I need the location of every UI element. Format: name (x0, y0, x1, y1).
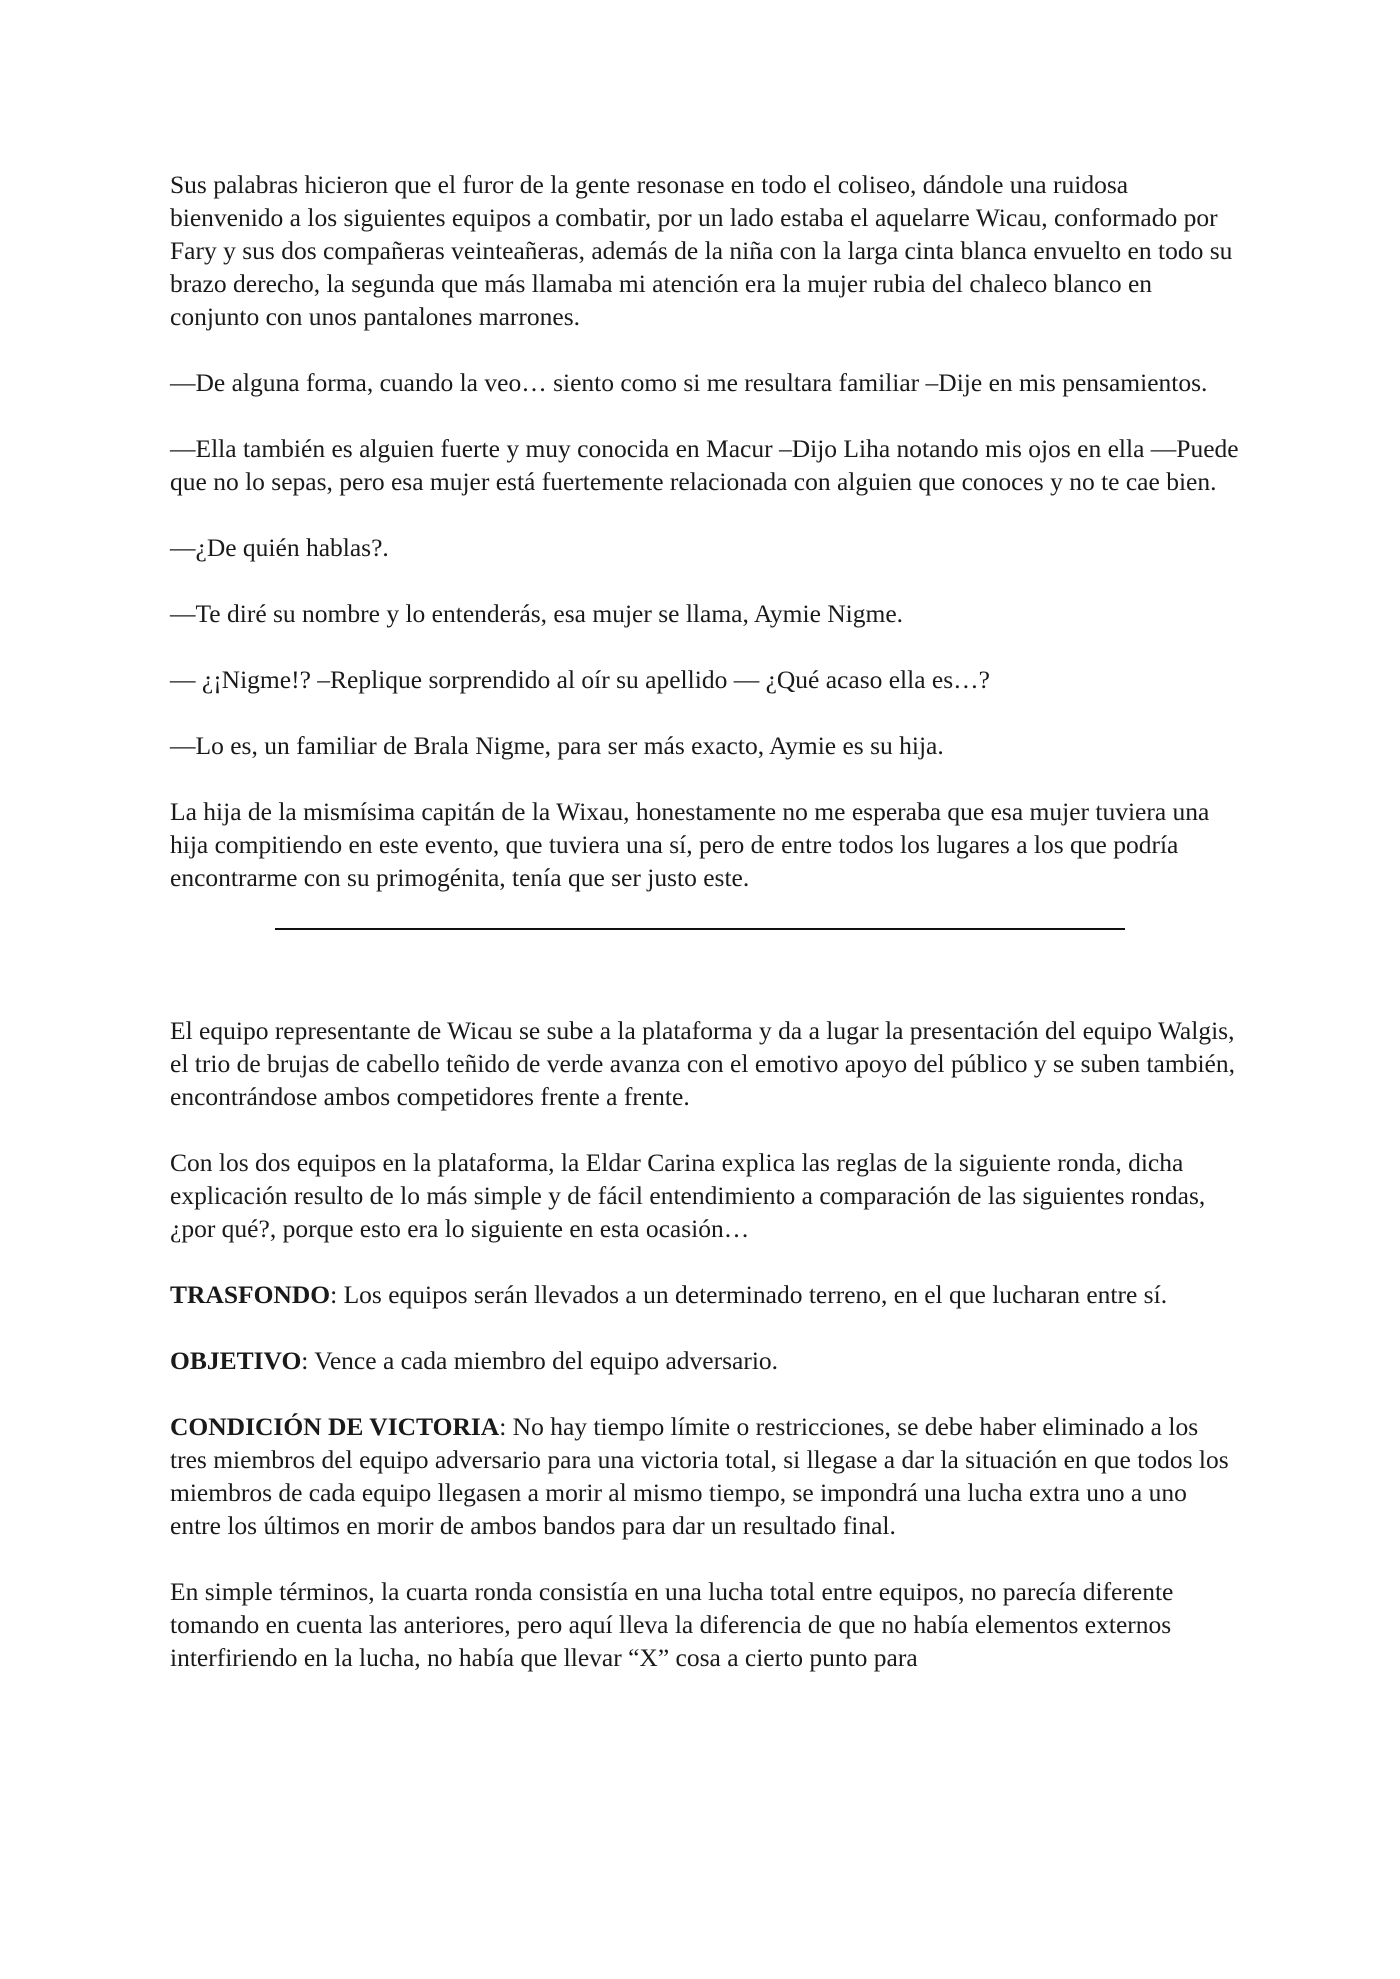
rule-background (170, 1278, 1240, 1311)
paragraph: —Te diré su nombre y lo entenderás, esa mujer se llama, Aymie Nigme. (170, 599, 904, 628)
paragraph: — ¿¡Nigme!? –Replique sorprendido al oír su apellido — ¿Qué acaso ella es…? (170, 665, 990, 694)
paragraph: —De alguna forma, cuando la veo… siento como si me resultara familiar –Dije en mis pensamientos. (170, 368, 1208, 397)
paragraph: Sus palabras hicieron que el furor de la gente resonase en todo el coliseo, dándole una ruidosa bienvenido a los siguientes equipos a combatir, por un lado estaba el aquelarre Wicau, conformado por Fary y sus dos compañeras veinteañeras, además de la niña con la larga cinta blanca envuelto en todo su brazo derecho, la segunda que más llamaba mi atención era la mujer rubia del chaleco blanco en conjunto con unos pantalones marrones. (170, 170, 1233, 331)
paragraph: La hija de la mismísima capitán de la Wixau, honestamente no me esperaba que esa mujer tuviera una hija compitiendo en este evento, que tuviera una sí, pero de entre todos los lugares a los que podría encontrarme con su primogénita, tenía que ser justo este. (170, 797, 1210, 892)
rule-label: TRASFONDO (170, 1280, 331, 1309)
rule-text: : Los equipos serán llevados a un determinado terreno, en el que lucharan entre sí. (330, 1280, 1168, 1309)
paragraph: El equipo representante de Wicau se sube a la plataforma y da a lugar la presentación del equipo Walgis, el trio de brujas de cabello teñido de verde avanza con el emotivo apoyo del público y se suben también, encontrándose ambos competidores frente a frente. (170, 1016, 1235, 1111)
rule-label: OBJETIVO (170, 1346, 302, 1375)
paragraph: —Lo es, un familiar de Brala Nigme, para ser más exacto, Aymie es su hija. (170, 731, 944, 760)
rule-label: CONDICIÓN DE VICTORIA (170, 1412, 500, 1441)
rule-objective (170, 1344, 1240, 1377)
document-page (170, 168, 1240, 1674)
paragraph: En simple términos, la cuarta ronda consistía en una lucha total entre equipos, no parecía diferente tomando en cuenta las anteriores, pero aquí lleva la diferencia de que no había elementos externos interfiriendo en la lucha, no había que llevar “X” cosa a cierto punto para (170, 1577, 1174, 1672)
paragraph: —¿De quién hablas?. (170, 533, 389, 562)
rule-victory-condition (170, 1410, 1240, 1542)
paragraph: —Ella también es alguien fuerte y muy conocida en Macur –Dijo Liha notando mis ojos en ella —Puede que no lo sepas, pero esa mujer está fuertemente relacionada con alguien que conoces y no te cae bien. (170, 434, 1239, 496)
paragraph: Con los dos equipos en la plataforma, la Eldar Carina explica las reglas de la siguiente ronda, dicha explicación resulto de lo más simple y de fácil entendimiento a comparación de las siguientes rondas, ¿por qué?, porque esto era lo siguiente en esta ocasión… (170, 1148, 1206, 1243)
rule-text: : Vence a cada miembro del equipo adversario. (301, 1346, 779, 1375)
rule-text: : No hay tiempo límite o restricciones, se debe haber eliminado a los tres miembros del equipo adversario para una victoria total, si llegase a dar la situación en que todos los miembros de cada equipo llegasen a morir al mismo tiempo, se impondrá una lucha extra uno a uno entre los últimos en morir de ambos bandos para dar un resultado final. (170, 1412, 1229, 1540)
